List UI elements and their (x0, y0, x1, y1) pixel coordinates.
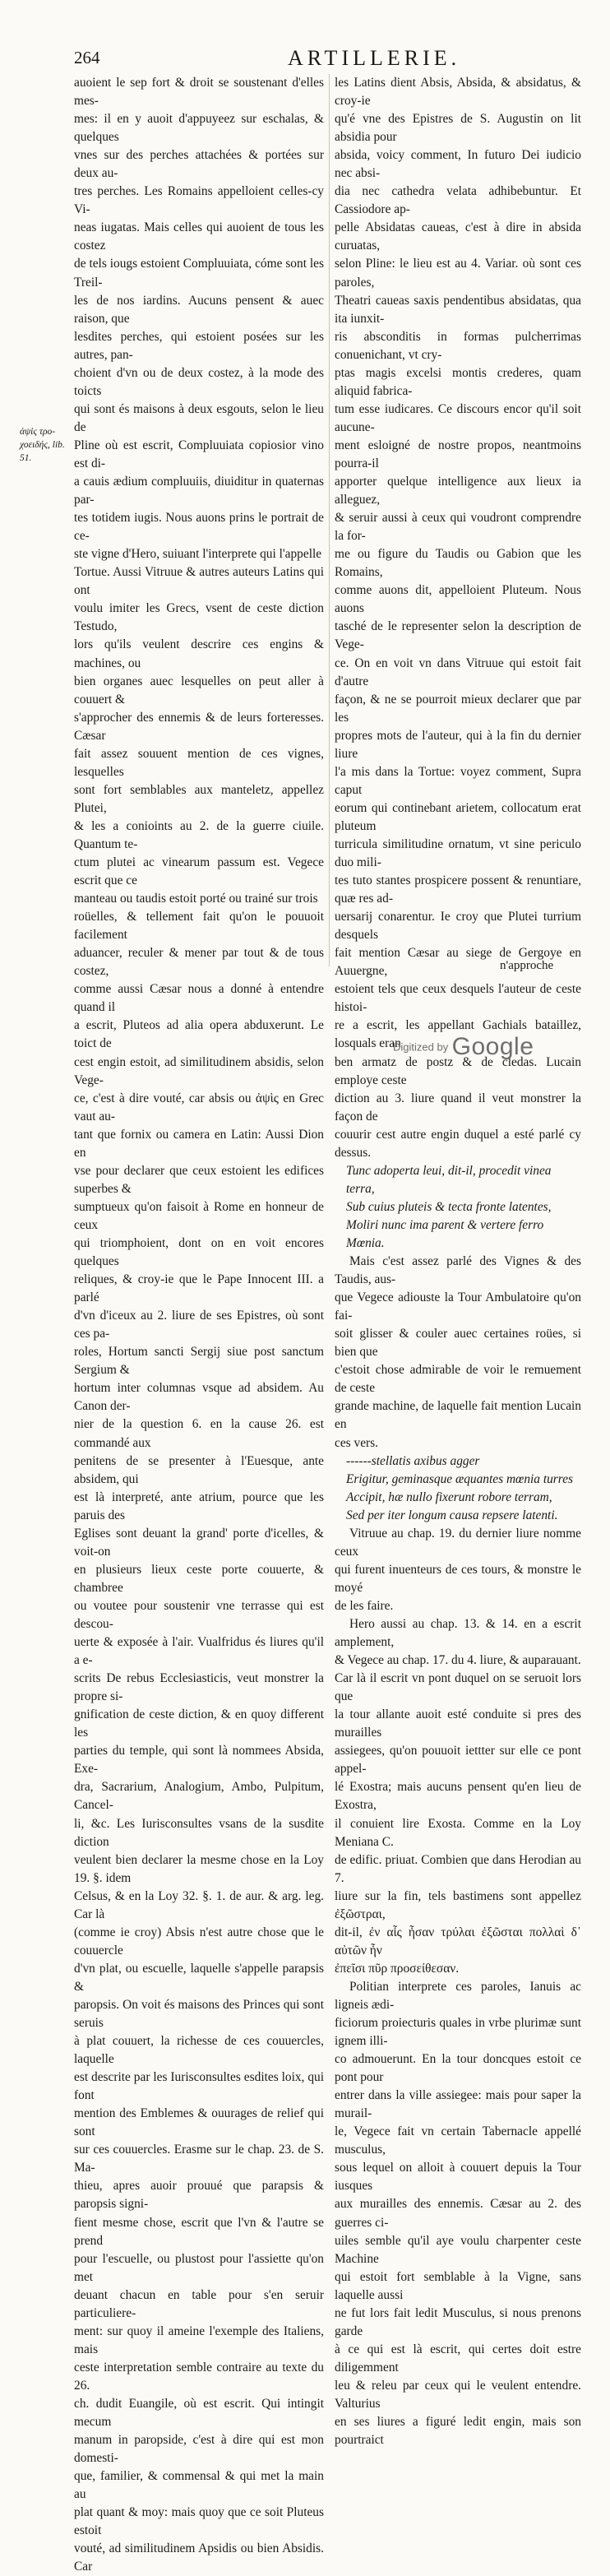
text-line: a escrit, Pluteos ad alia opera abduxerunt. Le toict de (74, 1018, 324, 1051)
text-line: voulu imiter les Grecs, vsent de ceste diction Testudo, (74, 601, 324, 634)
text-line: sur ces couuercles. Erasme sur le chap. 23. de S. Ma- (74, 2143, 324, 2175)
text-line: ficiorum proiecturis quales in vrbe plurimæ sunt ignem illi- (335, 2016, 581, 2049)
text-line: co admouerunt. En la tour doncques estoit ce pont pour (335, 2052, 581, 2085)
verse-line: Sub cuius pluteis & tecta fronte latentes, (346, 1199, 552, 1214)
text-line: est là interpreté, ante atrium, pource que les paruis des (74, 1490, 324, 1522)
text-line: lé Exostra; mais aucuns pensent qu'en lieu de Exostra, (335, 1780, 581, 1813)
text-line: uersarij conarentur. Ie croy que Plutei turrium desquels (335, 910, 581, 943)
text-line: li, &c. Les Iurisconsultes vsans de la susdite diction (74, 1816, 324, 1849)
text-line: qui sont és maisons à deux esgouts, selon le lieu de (74, 401, 324, 434)
verse-line: Erigitur, geminasque æquantes mœnia turres (346, 1471, 574, 1486)
text-line: aduancer, reculer & mener par tout & de tous costez, (74, 946, 324, 979)
text-line: soit glisser & couler auec certaines roües, si bien que (335, 1327, 581, 1360)
text-line: gnification de ceste diction, & en quoy different les (74, 1707, 324, 1740)
text-line: qui estoit fort semblable à la Vigne, sans laquelle aussi (335, 2269, 581, 2302)
text-line: penitens de se presenter à l'Euesque, ante absidem, qui (74, 1453, 324, 1486)
text-line: neas iugatas. Mais celles qui auoient de tous les costez (74, 220, 324, 253)
text-line: tant que fornix ou camera en Latin: Aussi Dion en (74, 1127, 324, 1160)
text-line: fait mention Cæsar au siege de Gergoye en Auuergne, (335, 946, 581, 979)
text-line: d'vn d'iceux au 2. liure de ses Epistres, où sont ces pa- (74, 1309, 324, 1341)
text-line: turricula similitudine ornatum, vt sine periculo duo mili- (335, 836, 581, 870)
text-line: Vitruue au chap. 19. du dernier liure nomme ceux (335, 1526, 581, 1559)
text-line: lesdites perches, qui estoient posées sur les autres, pan- (74, 329, 324, 362)
text-line: ptas magis excelsi montis crederes, quam aliquid fabrica- (335, 365, 581, 398)
text-line: bien organes auec lesquelles on peut aller à couuert & (74, 674, 324, 707)
text-line: mes: il en y auoit d'appuyeez sur eschalas, & quelques (74, 112, 324, 145)
text-line: ce, c'est à dire vouté, car absis ou ἀψὶς en Grec vaut au- (74, 1091, 324, 1124)
text-line: Politian interprete ces paroles, Ianuis ac ligneis ædi- (335, 1979, 581, 2012)
text-line: tres perches. Les Romains appelloient celles-cy Vi- (74, 184, 324, 217)
text-line: mention des Emblemes & ouurages de relief qui sont (74, 2106, 324, 2139)
text-line: a cauis ædium compluuiis, diuiditur in quaternas par- (74, 475, 324, 507)
text-line: de edific. priuat. Combien que dans Herodian au 7. (335, 1852, 581, 1885)
text-line: les de nos iardins. Aucuns pensent & auec raison, que (74, 293, 324, 326)
catchword: n'approche (500, 959, 554, 972)
column-divider (329, 74, 330, 966)
text-line: ste vigne d'Hero, suiuant l'interprete qui l'appelle (74, 547, 322, 562)
text-line: propres mots de l'auteur, qui à la fin du dernier liure (335, 728, 581, 761)
text-line: lors qu'ils veulent descrire ces engins & machines, ou (74, 637, 324, 670)
text-line: en ses liures a figuré ledit engin, mais son pourtraict (335, 2415, 581, 2448)
text-line: me ou figure du Taudis ou Gabion que les Romains, (335, 547, 581, 580)
text-line: ces vers. (335, 1435, 378, 1450)
text-line: absida, voicy comment, In futuro Dei iudicio nec absi- (335, 148, 581, 181)
text-line: choient d'vn ou de deux costez, à la mode des toicts (74, 365, 324, 398)
verse-line: ------stellatis axibus agger (346, 1453, 480, 1468)
text-line: façon, & ne se pourroit mieux declarer que par les (335, 692, 581, 725)
text-line: s'approcher des ennemis & de leurs forteresses. Cæsar (74, 710, 324, 743)
text-line: tasché de le representer selon la description de Vege- (335, 619, 581, 652)
text-line: sous lequel on alloit à couuert depuis la Tour iusques (335, 2161, 581, 2194)
text-line: diction au 3. liure quand il veut monstrer la façon de (335, 1091, 581, 1124)
text-line: plat quant & moy: mais quoy que ce soit Pluteus estoit (74, 2505, 324, 2538)
text-line: entrer dans la ville assiegee: mais pour saper la murail- (335, 2088, 581, 2121)
text-line: Celsus, & en la Loy 32. §. 1. de aur. & arg. leg. Car là (74, 1888, 324, 1921)
text-line: hortum inter columnas vsque ad absidem. Au Canon der- (74, 1381, 324, 1414)
text-line: re a escrit, les appellant Gachials bataillez, losquals eran (335, 1018, 581, 1051)
text-line: paropsis. On voit és maisons des Princes qui sont seruis (74, 1997, 324, 2031)
text-line: ben armatz de postz & de cledas. Lucain employe ceste (335, 1054, 581, 1087)
text-line: de les faire. (335, 1598, 394, 1613)
text-line: Car là il escrit vn pont duquel on se seruoit lors que (335, 1671, 581, 1704)
text-line: thieu, apres auoir prouué que parapsis & paropsis signi- (74, 2179, 324, 2212)
margin-note: ἀψὶς τρο-χοειδής, lib. 51. (20, 427, 65, 463)
text-line: Hero aussi au chap. 13. & 14. en a escrit amplement, (335, 1616, 581, 1650)
text-line: uerte & exposée à l'air. Vualfridus és liures qu'il a e- (74, 1635, 324, 1668)
verse-line: Sed per iter longum causa repsere latenti. (346, 1508, 558, 1522)
text-line: les Latins dient Absis, Absida, & absidatus, & croy-ie (335, 76, 581, 109)
text-line: ctum plutei ac vinearum passum est. Vegece escrit que ce (74, 855, 324, 888)
text-line: aux murailles des ennemis. Cæsar au 2. des guerres ci- (335, 2197, 581, 2230)
text-line: dia nec cathedra velata adhibebuntur. Et Cassiodore ap- (335, 184, 581, 217)
text-line: cest engin estoit, ad similitudinem absidis, selon Vege- (74, 1054, 324, 1087)
text-line: sont fort semblables aux manteletz, appellez Plutei, (74, 782, 324, 815)
verse-line: Accipit, hæ nullo fixerunt robore terram, (346, 1490, 552, 1504)
text-line: parties du temple, qui sont là nommees Absida, Exe- (74, 1744, 324, 1777)
text-line: ἐπεῖσι πῦρ προσείθεσαν. (335, 1961, 460, 1976)
text-line: couurir cest autre engin duquel a esté parlé cy dessus. (335, 1127, 581, 1160)
text-line: ce. On en voit vn dans Vitruue qui estoit fait d'autre (335, 656, 581, 688)
text-line: deuant chacun en table pour s'en seruir particuliere- (74, 2287, 324, 2320)
text-line: qui triomphoient, dont on en voit encores quelques (74, 1236, 324, 1269)
text-line: auoient le sep fort & droit se soustenant d'elles mes- (74, 76, 324, 109)
text-line: il conuient lire Exosta. Comme en la Loy Meniana C. (335, 1816, 581, 1849)
text-line: vnes sur des perches attachées & portées sur deux au- (74, 148, 324, 181)
digitized-watermark (393, 1033, 534, 1061)
text-line: reliques, & croy-ie que le Pape Innocent III. a parlé (74, 1272, 324, 1305)
text-line: eorum qui continebant arietem, collocatum erat pluteum (335, 800, 581, 833)
text-line: ment: sur quoy il ameine l'exemple des Italiens, mais (74, 2323, 324, 2356)
text-line: est descrite par les Iurisconsultes esdites loix, qui font (74, 2070, 324, 2103)
text-line: & seruir aussi à ceux qui voudront comprendre la for- (335, 511, 581, 544)
text-line: qu'é vne des Epistres de S. Augustin on lit absidia pour (335, 112, 581, 145)
text-line: Pline où est escrit, Compluuiata copiosior vino est di- (74, 438, 324, 470)
verse-line: Tunc adoperta leui, dit-il, procedit vinea terra, (346, 1163, 552, 1196)
text-line: assiegees, qu'on pouuoit iettter sur elle ce pont appel- (335, 1744, 581, 1777)
text-line: manteau ou taudis estoit porté ou trainé sur trois (74, 892, 318, 906)
text-line: selon Pline: le lieu est au 4. Variar. où sont ces paroles, (335, 257, 581, 290)
text-line: leu & releu par ceux qui le veulent entendre. Valturius (335, 2378, 581, 2411)
text-line: sumptueux qu'on faisoit à Rome en honneur de ceux (74, 1199, 324, 1232)
text-line: Tortue. Aussi Vitruue & autres auteurs Latins qui ont (74, 565, 324, 598)
text-line: & les a conioints au 2. de la guerre ciuile. Quantum te- (74, 818, 324, 851)
verse-line: Moliri nunc ima parent & vertere ferro Mœnia. (346, 1217, 544, 1250)
text-line: roles, Hortum sancti Sergij siue post sanctum Sergium & (74, 1345, 324, 1378)
text-line: fait assez souuent mention de ces vignes, lesquelles (74, 746, 324, 779)
text-line: manum in paropside, c'est à dire qui est mon domesti- (74, 2433, 324, 2466)
page-number: 264 (74, 48, 100, 67)
text-line: à ce qui est là escrit, qui certes doit estre diligemment (335, 2342, 581, 2374)
text-line: ou voutee pour soustenir vne terrasse qui est descou- (74, 1598, 324, 1631)
text-line: vouté, ad similitudinem Apsidis ou bien Absidis. Car (74, 2541, 324, 2574)
text-line: que, familier, & commensal & qui met la main au (74, 2469, 324, 2502)
text-line: roüelles, & tellement fait qu'on le pouuoit facilement (74, 910, 324, 943)
text-line: dra, Sacrarium, Analogium, Ambo, Pulpitum, Cancel- (74, 1780, 324, 1813)
text-line: l'a mis dans la Tortue: voyez comment, Supra caput (335, 764, 581, 797)
text-line: que Vegece adiouste la Tour Ambulatoire qu'on fai- (335, 1290, 581, 1323)
text-line: ment esloigné de nostre propos, neantmoins pourra-il (335, 438, 581, 470)
text-line: fient mesme chose, escrit que l'vn & l'autre se prend (74, 2215, 324, 2248)
text-line: & Vegece au chap. 17. du 4. liure, & auparauant. (335, 1653, 581, 1668)
google-logo: Google (451, 1033, 534, 1060)
text-line: estoient tels que ceux desquels l'auteur de ceste histoi- (335, 982, 581, 1015)
text-line: (comme ie croy) Absis n'est autre chose que le couuercle (74, 1925, 324, 1957)
text-line: qui furent inuenteurs de ces tours, & monstre le moyé (335, 1562, 581, 1595)
text-line: tes totidem iugis. Nous auons prins le portrait de ce- (74, 511, 324, 544)
text-line: de tels iougs estoient Compluuiata, cóme sont les Treil- (74, 257, 324, 290)
text-line: dit-il, ἐν αἷς ἦσαν τρύλαι ἐξῶσται πολλαὶ δ᾽ αὐτῶν ἦν (335, 1925, 581, 1957)
text-line: apporter quelque intelligence aux lieux ia alleguez, (335, 475, 581, 507)
text-line: comme auons dit, appelloient Pluteum. Nous auons (335, 583, 581, 616)
text-line: grande machine, de laquelle fait mention Lucain en (335, 1399, 581, 1432)
text-line: vse pour declarer que ceux estoient les edifices superbes & (74, 1163, 324, 1196)
text-line: en plusieurs lieux ceste porte couuerte, & chambree (74, 1562, 324, 1595)
text-line: ch. dudit Euangile, où est escrit. Qui intingit mecum (74, 2397, 324, 2430)
text-line: à plat couuert, la richesse de ces couuercles, laquelle (74, 2034, 324, 2067)
text-line: comme aussi Cæsar nous a donné à entendre quand il (74, 982, 324, 1015)
text-line: nier de la question 6. en la cause 26. est commandé aux (74, 1417, 324, 1450)
text-line: tum esse iudicares. Ce discours encor qu'il soit aucune- (335, 401, 581, 434)
text-line: Theatri caueas saxis pendentibus absidatas, qua ita iunxit- (335, 293, 581, 326)
text-line: ris absconditis in formas pulcherrimas conuenichant, vt cry- (335, 329, 581, 362)
right-column (335, 74, 581, 2449)
text-line: pelle Absidatas caueas, c'est à dire in absida curuatas, (335, 220, 581, 253)
text-line: veulent bien declarer la mesme chose en la Loy 19. §. idem (74, 1852, 324, 1885)
text-line: Mais c'est assez parlé des Vignes & des Taudis, aus- (335, 1254, 581, 1287)
page-header (74, 48, 534, 71)
text-line: la tour allante auoit esté conduite si pres des murailles (335, 1707, 581, 1740)
text-line: Eglises sont deuant la grand' porte d'icelles, & voit-on (74, 1526, 324, 1559)
text-line: pour l'escuelle, ou plustost pour l'assiette qu'on met (74, 2251, 324, 2284)
text-line: ceste interpretation semble contraire au texte du 26. (74, 2360, 324, 2393)
digitized-by-label: Digitized by (393, 1040, 449, 1054)
text-line: scrits De rebus Ecclesiasticis, veut monstrer la propre si- (74, 1671, 324, 1704)
text-line: d'vn plat, ou escuelle, laquelle s'appelle parapsis & (74, 1961, 324, 1994)
running-title: ARTILLERIE. (288, 46, 461, 70)
text-line: ne fut lors fait ledit Musculus, si nous prenons garde (335, 2305, 581, 2338)
left-column (74, 74, 324, 2576)
text-line: liure sur la fin, tels bastimens sont appellez ἐξῶστραι, (335, 1888, 581, 1921)
text-line: c'estoit chose admirable de voir le remuement de ceste (335, 1363, 581, 1396)
text-line: le, Vegece fait vn certain Tabernacle appellé musculus, (335, 2124, 581, 2157)
text-line: uiles semble qu'il aye voulu charpenter ceste Machine (335, 2233, 581, 2266)
text-line: tes tuto stantes prospicere possent & renuntiare, quæ res ad- (335, 873, 581, 906)
